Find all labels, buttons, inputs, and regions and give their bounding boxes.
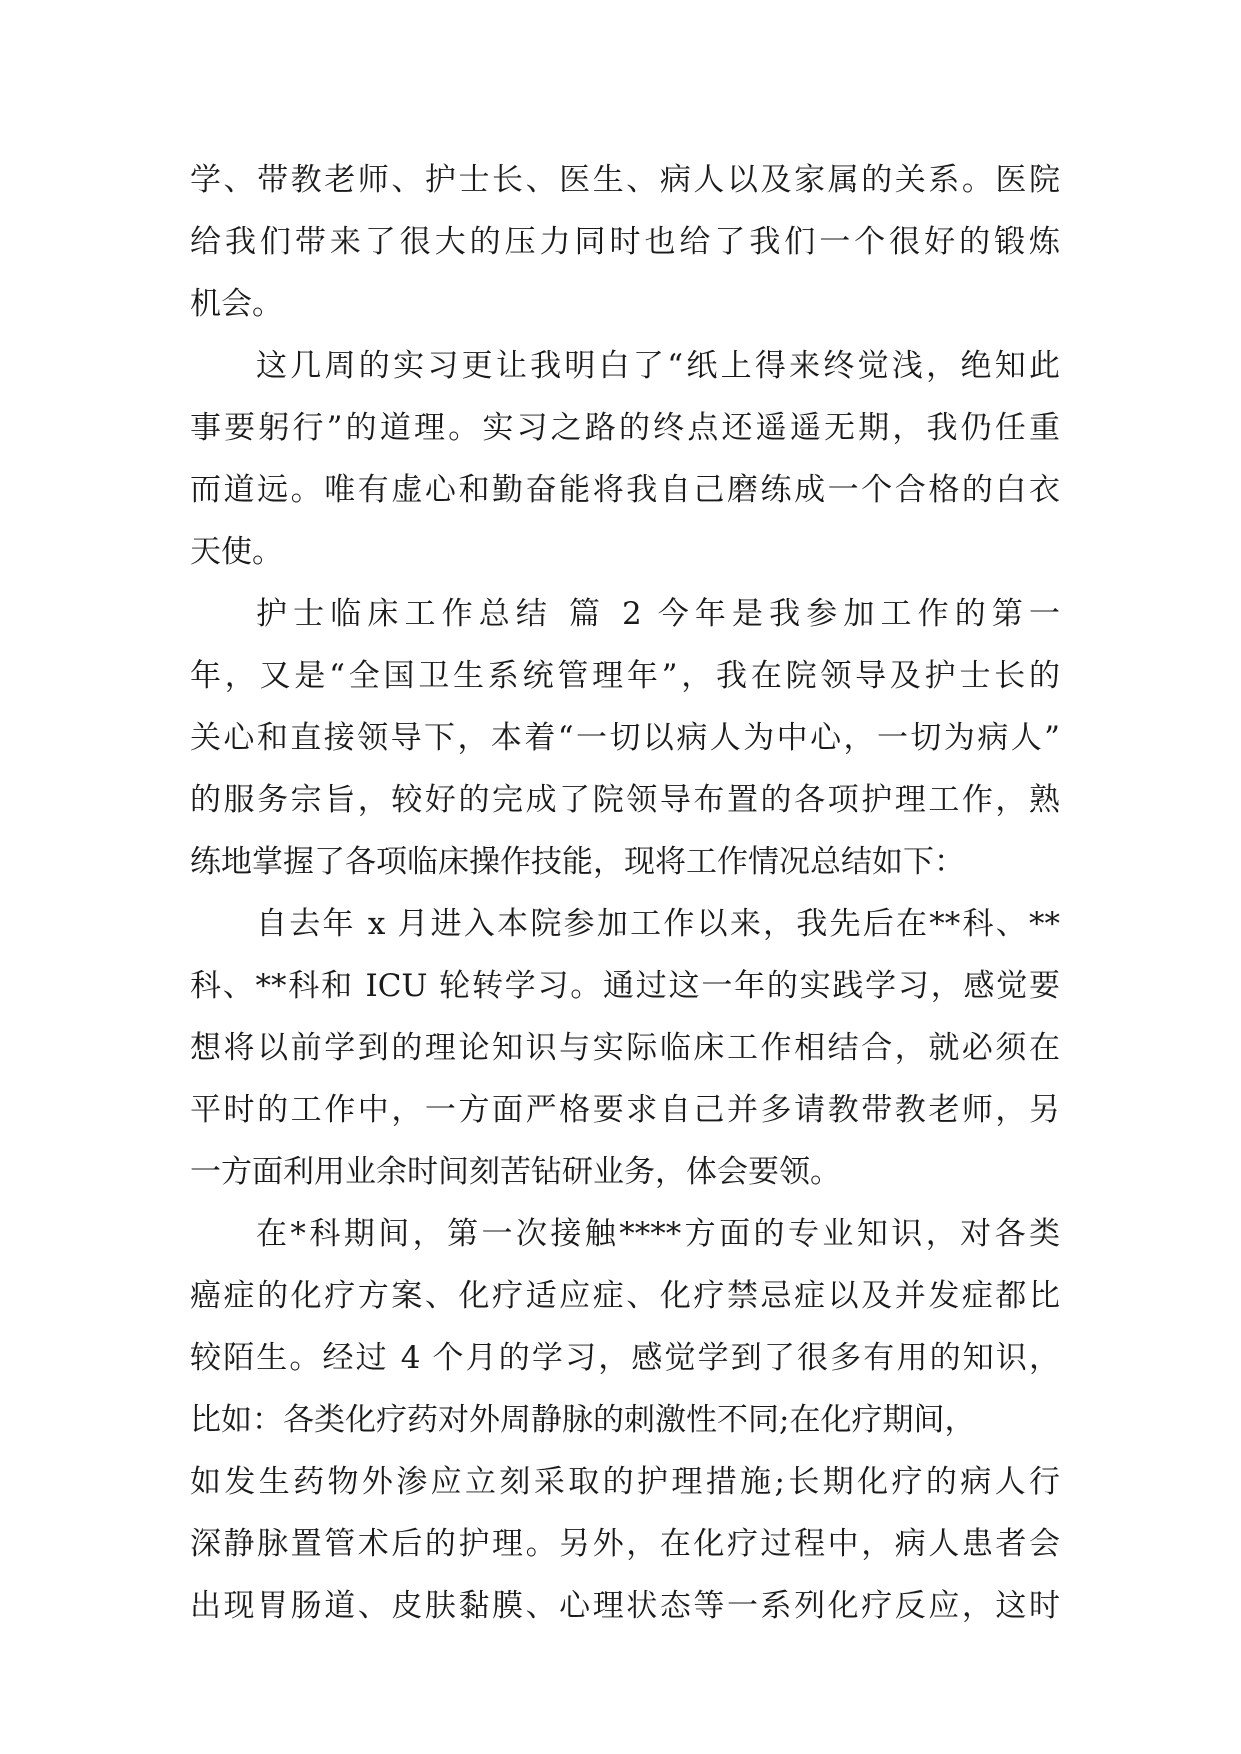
text-line: 而道远。唯有虚心和勤奋能将我自己磨练成一个合格的白衣 bbox=[190, 472, 1060, 508]
text-line: 年，又是“全国卫生系统管理年”，我在院领导及护士长的 bbox=[190, 658, 1060, 694]
text-line: 这几周的实习更让我明白了“纸上得来终觉浅，绝知此 bbox=[256, 348, 1060, 384]
text-line: 平时的工作中，一方面严格要求自己并多请教带教老师，另 bbox=[190, 1092, 1060, 1128]
text-line: 如发生药物外渗应立刻采取的护理措施;长期化疗的病人行 bbox=[190, 1464, 1060, 1500]
document-body bbox=[190, 158, 1060, 1646]
text-line: 科、**科和 ICU 轮转学习。通过这一年的实践学习，感觉要 bbox=[190, 968, 1060, 1004]
text-line: 关心和直接领导下，本着“一切以病人为中心，一切为病人” bbox=[190, 720, 1060, 756]
text-line: 学、带教老师、护士长、医生、病人以及家属的关系。医院 bbox=[190, 162, 1060, 198]
section-heading-line: 护士临床工作总结 篇 2 今年是我参加工作的第一 bbox=[256, 596, 1060, 632]
text-line: 给我们带来了很大的压力同时也给了我们一个很好的锻炼 bbox=[190, 224, 1060, 260]
text-line: 较陌生。经过 4 个月的学习，感觉学到了很多有用的知识， bbox=[190, 1340, 1060, 1376]
text-line: 想将以前学到的理论知识与实际临床工作相结合，就必须在 bbox=[190, 1030, 1060, 1066]
text-line: 出现胃肠道、皮肤黏膜、心理状态等一系列化疗反应，这时 bbox=[190, 1588, 1060, 1624]
text-line: 事要躬行”的道理。实习之路的终点还遥遥无期，我仍任重 bbox=[190, 410, 1060, 446]
text-line: 机会。 bbox=[190, 286, 283, 322]
text-line: 天使。 bbox=[190, 534, 283, 570]
text-line: 自去年 x 月进入本院参加工作以来，我先后在**科、** bbox=[256, 906, 1060, 942]
text-line: 在*科期间，第一次接触****方面的专业知识，对各类 bbox=[256, 1216, 1060, 1252]
text-line: 比如：各类化疗药对外周静脉的刺激性不同;在化疗期间， bbox=[190, 1402, 976, 1438]
text-line: 癌症的化疗方案、化疗适应症、化疗禁忌症以及并发症都比 bbox=[190, 1278, 1060, 1314]
text-line: 的服务宗旨，较好的完成了院领导布置的各项护理工作，熟 bbox=[190, 782, 1060, 818]
text-line: 深静脉置管术后的护理。另外，在化疗过程中，病人患者会 bbox=[190, 1526, 1060, 1562]
text-line: 一方面利用业余时间刻苦钻研业务，体会要领。 bbox=[190, 1154, 841, 1190]
text-line: 练地掌握了各项临床操作技能，现将工作情况总结如下： bbox=[190, 844, 965, 880]
